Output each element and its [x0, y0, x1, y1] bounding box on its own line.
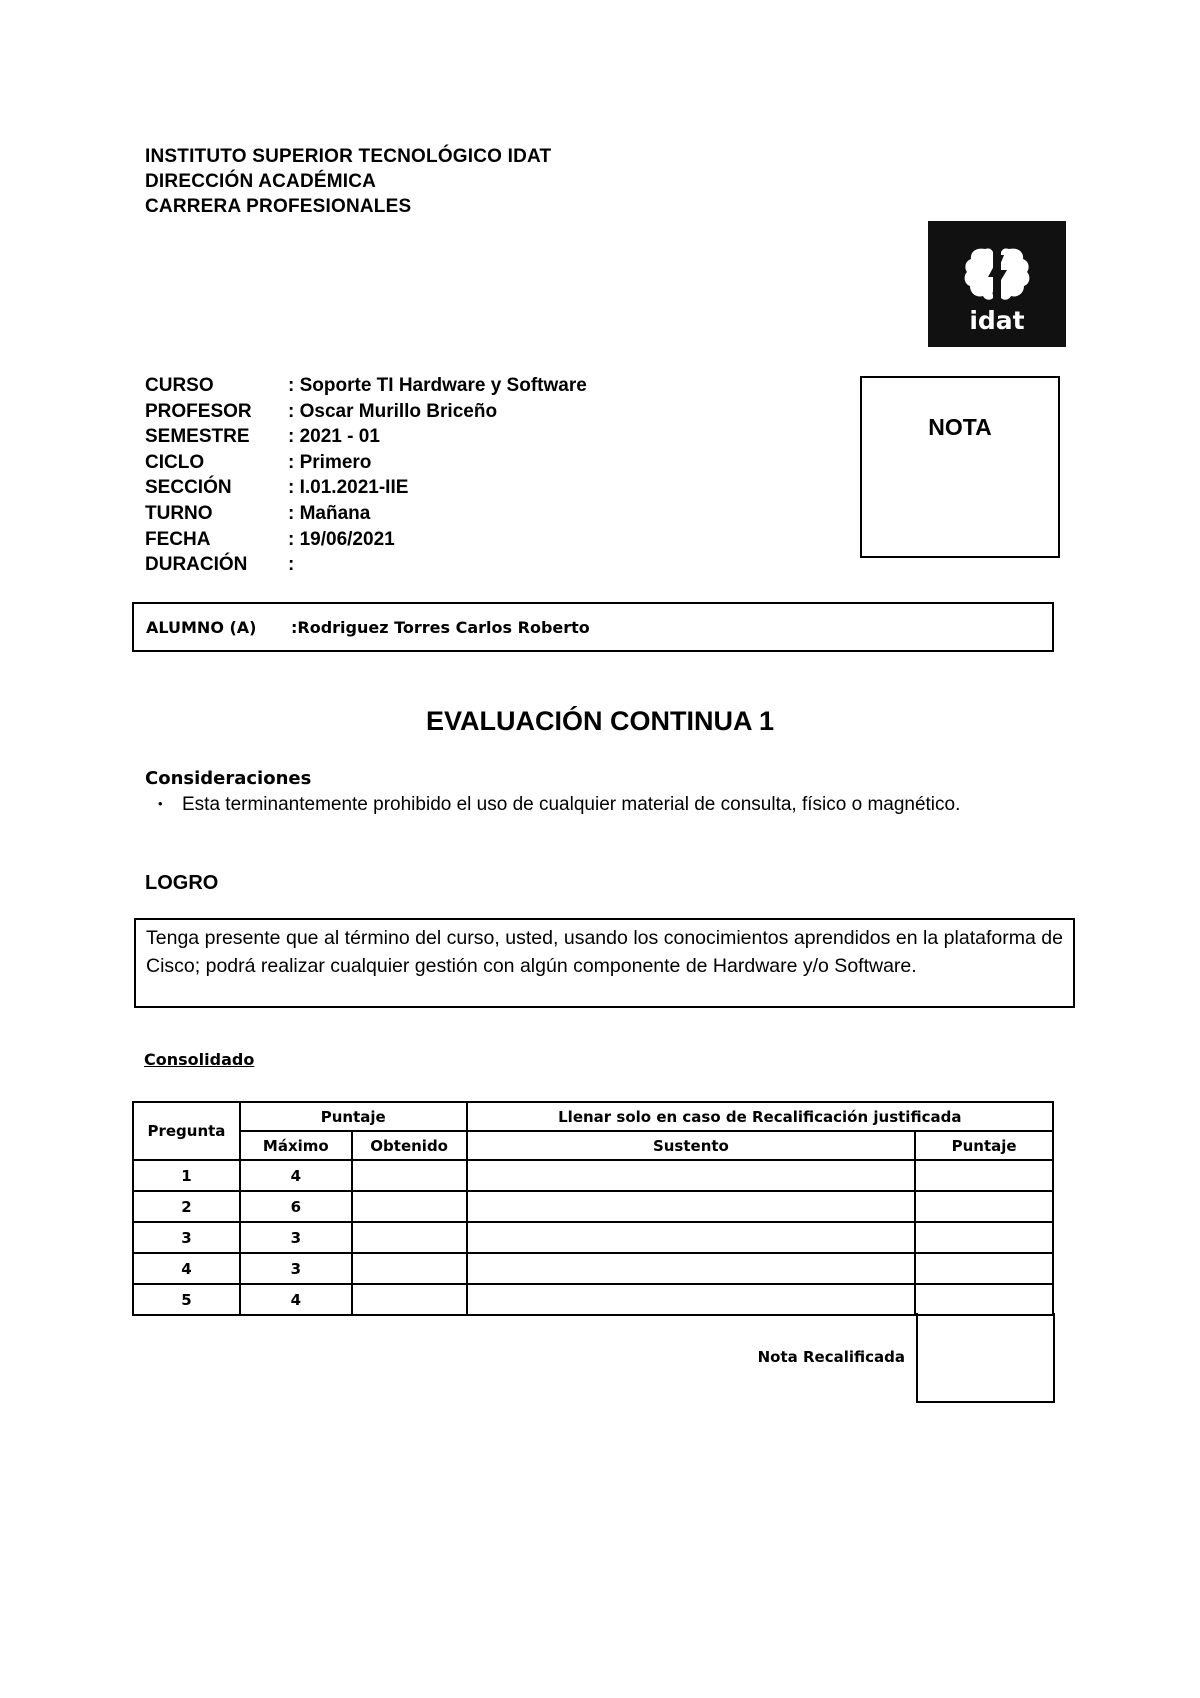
bullet-icon: •: [158, 796, 163, 811]
cell-sustento[interactable]: [467, 1253, 916, 1284]
achievement-title: LOGRO: [145, 872, 219, 894]
info-row-turno: [145, 501, 587, 527]
cell-puntaje[interactable]: [915, 1191, 1053, 1222]
info-row-curso: [145, 373, 587, 399]
info-value: : 2021 - 01: [288, 426, 380, 448]
cell-obtenido[interactable]: [352, 1191, 467, 1222]
cell-puntaje[interactable]: [915, 1160, 1053, 1191]
info-value: :: [288, 554, 295, 576]
recalified-grade-label: Nota Recalificada: [757, 1348, 905, 1366]
info-row-duracion: [145, 552, 587, 578]
cell-pregunta: 5: [133, 1284, 240, 1315]
table-row: [133, 1253, 1053, 1284]
cell-puntaje[interactable]: [915, 1253, 1053, 1284]
cell-obtenido[interactable]: [352, 1253, 467, 1284]
achievement-box: Tenga presente que al término del curso, usted, usando los conocimientos aprendidos en la plataforma de Cisco; podrá realizar cualquier gestión con algún componente de Hardware y/o Software.: [134, 918, 1075, 1008]
header-maximo: Máximo: [240, 1131, 352, 1160]
header-pregunta: Pregunta: [133, 1102, 240, 1160]
considerations-text: Esta terminantemente prohibido el uso de cualquier material de consulta, físico o magnético.: [182, 794, 961, 815]
grade-label: NOTA: [928, 414, 992, 440]
cell-pregunta: 1: [133, 1160, 240, 1191]
info-row-seccion: [145, 475, 587, 501]
info-value: : Mañana: [288, 502, 371, 524]
student-field: [132, 602, 1054, 652]
cell-maximo: 6: [240, 1191, 352, 1222]
info-label: PROFESOR: [145, 400, 252, 422]
student-label: ALUMNO (A): [146, 617, 257, 637]
info-label: SEMESTRE: [145, 426, 250, 448]
table-row: [133, 1191, 1053, 1222]
info-value: : Primero: [288, 451, 372, 473]
cell-maximo: 3: [240, 1222, 352, 1253]
info-row-semestre: [145, 424, 587, 450]
cell-puntaje[interactable]: [915, 1222, 1053, 1253]
lightning-brain-icon: [928, 221, 1066, 347]
summary-table: [132, 1101, 1054, 1316]
cell-pregunta: 2: [133, 1191, 240, 1222]
cell-maximo: 4: [240, 1284, 352, 1315]
info-label: DURACIÓN: [145, 554, 248, 576]
info-row-ciclo: [145, 450, 587, 476]
header-sustento: Sustento: [467, 1131, 916, 1160]
info-label: SECCIÓN: [145, 477, 232, 499]
info-value: : I.01.2021-IIE: [288, 477, 409, 499]
table-subheader-row: [133, 1131, 1053, 1160]
cell-sustento[interactable]: [467, 1222, 916, 1253]
cell-maximo: 3: [240, 1253, 352, 1284]
header-recalificacion: Llenar solo en caso de Recalificación justificada: [467, 1102, 1053, 1131]
table-row: [133, 1284, 1053, 1315]
idat-logo: [928, 221, 1066, 347]
info-row-fecha: [145, 527, 587, 553]
cell-obtenido[interactable]: [352, 1284, 467, 1315]
table-row: [133, 1160, 1053, 1191]
info-row-profesor: [145, 399, 587, 425]
page-title: EVALUACIÓN CONTINUA 1: [425, 706, 774, 736]
info-value: : Soporte TI Hardware y Software: [288, 375, 587, 396]
info-label: FECHA: [145, 528, 211, 550]
cell-puntaje[interactable]: [915, 1284, 1053, 1315]
cell-obtenido[interactable]: [352, 1160, 467, 1191]
grade-box[interactable]: [860, 376, 1060, 558]
header-obtenido: Obtenido: [352, 1131, 467, 1160]
header-puntaje: Puntaje: [240, 1102, 467, 1131]
cell-pregunta: 3: [133, 1222, 240, 1253]
info-value: : Oscar Murillo Briceño: [288, 400, 498, 422]
cell-sustento[interactable]: [467, 1191, 916, 1222]
info-label: TURNO: [145, 502, 213, 524]
course-info: [145, 373, 587, 578]
cell-sustento[interactable]: [467, 1284, 916, 1315]
cell-obtenido[interactable]: [352, 1222, 467, 1253]
institute-name: INSTITUTO SUPERIOR TECNOLÓGICO IDAT: [145, 146, 552, 167]
summary-title: Consolidado: [144, 1050, 255, 1069]
cell-sustento[interactable]: [467, 1160, 916, 1191]
logo-text: idat: [969, 306, 1025, 335]
info-label: CURSO: [145, 375, 214, 396]
info-label: CICLO: [145, 451, 205, 473]
considerations-title: Consideraciones: [145, 768, 312, 789]
table-header-row: [133, 1102, 1053, 1131]
info-value: : 19/06/2021: [288, 528, 395, 550]
header-puntaje-recal: Puntaje: [915, 1131, 1053, 1160]
cell-pregunta: 4: [133, 1253, 240, 1284]
student-name: :Rodriguez Torres Carlos Roberto: [291, 617, 590, 637]
recalified-grade-box[interactable]: [916, 1313, 1055, 1403]
cell-maximo: 4: [240, 1160, 352, 1191]
direction-name: DIRECCIÓN ACADÉMICA: [145, 171, 377, 192]
career-name: CARRERA PROFESIONALES: [145, 196, 412, 217]
table-row: [133, 1222, 1053, 1253]
